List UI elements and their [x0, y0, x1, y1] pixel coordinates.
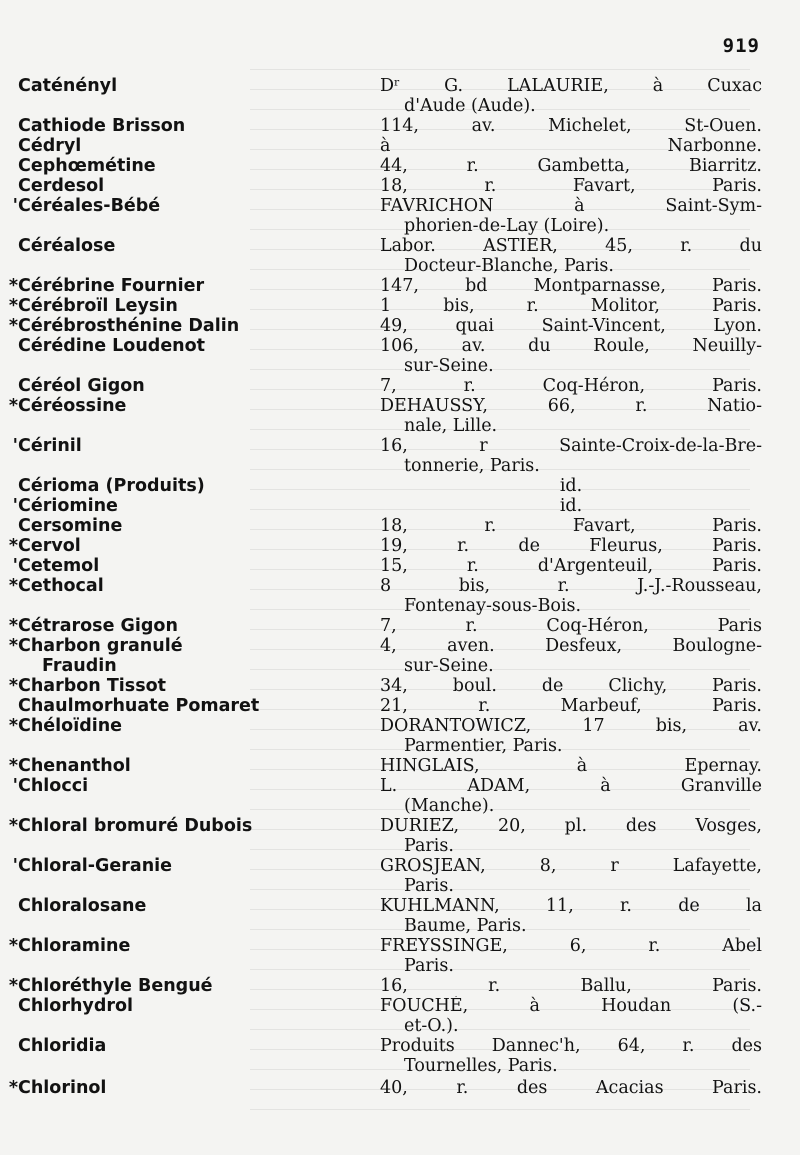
address-line-1: 7, r. Coq-Héron, Paris. [380, 376, 762, 396]
entry-name-text: Chloramine [18, 936, 131, 956]
address-line-1: 49, quai Saint-Vincent, Lyon. [380, 316, 762, 336]
address-line-2: d'Aude (Aude). [404, 96, 536, 117]
entry-name [8, 776, 368, 796]
address-line-1: GROSJEAN, 8, r Lafayette, [380, 856, 762, 876]
entry-name-text: Cervol [18, 536, 81, 556]
entry-address [380, 76, 762, 116]
address-line-1: 106, av. du Roule, Neuilly- [380, 336, 762, 356]
entry-address [380, 176, 762, 196]
address-line-2: sur-Seine. [404, 656, 494, 677]
entry-name-text: Céréalose [18, 236, 116, 256]
entry-name [8, 1036, 368, 1056]
address-line-1: id. [559, 496, 583, 516]
address-line-1: Dʳ G. LALAURIE, à Cuxac [380, 76, 762, 96]
entry-name [8, 436, 368, 456]
entry-address [380, 156, 762, 176]
address-line-2: nale, Lille. [404, 416, 498, 437]
entry-address [380, 276, 762, 296]
entry-name-text: Charbon granulé [18, 636, 183, 656]
address-line-1: 114, av. Michelet, St-Ouen. [380, 116, 762, 136]
entry-address [380, 136, 762, 156]
entry-name-text: Cérébrosthénine Dalin [18, 316, 240, 336]
entry-address [380, 516, 762, 536]
entry-address [380, 936, 762, 976]
entry-name-text: Céréol Gigon [18, 376, 145, 396]
entry-mark: * [8, 716, 18, 736]
entry-name [8, 576, 368, 596]
address-line-1: 18, r. Favart, Paris. [380, 516, 762, 536]
entry-name [8, 376, 368, 396]
entry-address [380, 536, 762, 556]
address-line-1: 19, r. de Fleurus, Paris. [380, 536, 762, 556]
entry-name-text: Cérinil [18, 436, 82, 456]
entry-address [380, 996, 762, 1036]
entry-name [8, 156, 368, 176]
entry-name [8, 936, 368, 956]
entry-name [8, 756, 368, 776]
address-line-1: FOUCHÉ, à Houdan (S.- [380, 996, 762, 1016]
entry-address [380, 896, 762, 936]
entry-mark: * [8, 936, 18, 956]
address-line-1: FAVRICHON à Saint-Sym- [380, 196, 762, 216]
address-line-1: 1 bis, r. Molitor, Paris. [380, 296, 762, 316]
entry-mark: ' [12, 496, 18, 516]
entry-address [380, 396, 762, 436]
entry-name-text: Chloridia [18, 1036, 107, 1056]
entry-name-text: Cerdesol [18, 176, 105, 196]
entry-mark: * [8, 296, 18, 316]
entry-name-text: Cédryl [18, 136, 82, 156]
entry-mark: * [8, 636, 18, 656]
entry-name-text: Cérédine Loudenot [18, 336, 206, 356]
entry-address [380, 556, 762, 576]
address-line-1: 16, r Sainte-Croix-de-la-Bre- [380, 436, 762, 456]
address-line-1: 4, aven. Desfeux, Boulogne- [380, 636, 762, 656]
entry-name [8, 76, 368, 96]
entry-name [8, 176, 368, 196]
entry-name [8, 816, 368, 836]
address-line-2: Tournelles, Paris. [404, 1056, 558, 1077]
entry-name [8, 696, 368, 716]
entry-name-text: Cathiode Brisson [18, 116, 186, 136]
entry-name [8, 136, 368, 156]
entry-name [8, 536, 368, 556]
entry-mark: * [8, 1078, 18, 1098]
entry-name [8, 296, 368, 316]
entry-name-continuation: Fraudin [42, 656, 117, 677]
entry-mark: ' [12, 776, 18, 796]
entry-address [380, 676, 762, 696]
entry-address [380, 336, 762, 376]
address-line-1: 44, r. Gambetta, Biarritz. [380, 156, 762, 176]
entry-name [8, 896, 368, 916]
address-line-1: DEHAUSSY, 66, r. Natio- [380, 396, 762, 416]
address-line-2: Paris. [404, 876, 454, 897]
entry-name [8, 316, 368, 336]
address-line-1: 40, r. des Acacias Paris. [380, 1078, 762, 1098]
entry-address [380, 436, 762, 476]
entry-address [380, 776, 762, 816]
entry-name-text: Chlorhydrol [18, 996, 133, 1016]
entry-address [380, 636, 762, 676]
entry-name [8, 516, 368, 536]
entry-address [380, 196, 762, 236]
entry-address [380, 976, 762, 996]
entry-address [380, 616, 762, 636]
address-line-1: KUHLMANN, 11, r. de la [380, 896, 762, 916]
entry-address [380, 576, 762, 616]
entry-address [380, 476, 762, 496]
entry-mark: ' [12, 856, 18, 876]
entry-mark: * [8, 756, 18, 776]
address-line-1: 16, r. Ballu, Paris. [380, 976, 762, 996]
address-line-2: Fontenay-sous-Bois. [404, 596, 582, 617]
address-line-2: Docteur-Blanche, Paris. [404, 256, 614, 277]
entry-name-text: Chlorinol [18, 1078, 107, 1098]
entry-mark: * [8, 976, 18, 996]
entry-name [8, 476, 368, 496]
entry-name [8, 676, 368, 696]
entry-address [380, 236, 762, 276]
address-line-1: 21, r. Marbeuf, Paris. [380, 696, 762, 716]
entry-name [8, 616, 368, 636]
entry-address [380, 856, 762, 896]
address-line-1: 7, r. Coq-Héron, Paris [380, 616, 762, 636]
entry-mark: * [8, 316, 18, 336]
entry-name-text: Cériomine [18, 496, 118, 516]
address-line-1: 8 bis, r. J.-J.-Rousseau, [380, 576, 762, 596]
address-line-2: phorien-de-Lay (Loire). [404, 216, 610, 237]
address-line-1: Labor. ASTIER, 45, r. du [380, 236, 762, 256]
address-line-2: Baume, Paris. [404, 916, 527, 937]
entry-name [8, 996, 368, 1016]
entry-name [8, 636, 368, 676]
address-line-1: 15, r. d'Argenteuil, Paris. [380, 556, 762, 576]
address-line-1: id. [559, 476, 583, 496]
entry-name [8, 236, 368, 256]
entry-address [380, 496, 762, 516]
address-line-1: DURIEZ, 20, pl. des Vosges, [380, 816, 762, 836]
entry-name [8, 396, 368, 416]
entry-name [8, 556, 368, 576]
entry-name-text: Chaulmorhuate Pomaret [18, 696, 260, 716]
address-line-1: DORANTOWICZ, 17 bis, av. [380, 716, 762, 736]
entry-name-text: Céréales-Bébé [18, 196, 161, 216]
entry-address [380, 296, 762, 316]
address-line-2: Parmentier, Paris. [404, 736, 563, 757]
entry-name-text: Charbon Tissot [18, 676, 166, 696]
entry-mark: ' [12, 556, 18, 576]
address-line-1: 18, r. Favart, Paris. [380, 176, 762, 196]
entry-mark: * [8, 616, 18, 636]
entry-name [8, 716, 368, 736]
entry-name [8, 116, 368, 136]
address-line-2: sur-Seine. [404, 356, 494, 377]
entry-address [380, 376, 762, 396]
entry-name-text: Cétrarose Gigon [18, 616, 178, 636]
address-line-2: tonnerie, Paris. [404, 456, 540, 477]
entry-mark: * [8, 396, 18, 416]
address-line-2: Paris. [404, 956, 454, 977]
entry-name-text: Chloralosane [18, 896, 147, 916]
entry-address [380, 696, 762, 716]
entry-name-text: Chlocci [18, 776, 89, 796]
entry-mark: ' [12, 436, 18, 456]
entry-name-text: Cephœmétine [18, 156, 156, 176]
entry-name [8, 856, 368, 876]
entry-mark: * [8, 576, 18, 596]
entry-name [8, 976, 368, 996]
address-line-1: Produits Dannec'h, 64, r. des [380, 1036, 762, 1056]
entry-name [8, 336, 368, 356]
entry-name-text: Chenanthol [18, 756, 131, 776]
entry-name-text: Cethocal [18, 576, 104, 596]
address-line-2: (Manche). [404, 796, 495, 817]
address-line-1: 34, boul. de Clichy, Paris. [380, 676, 762, 696]
entry-name-text: Cetemol [18, 556, 100, 576]
address-line-1: HINGLAIS, à Epernay. [380, 756, 762, 776]
entry-mark: * [8, 816, 18, 836]
address-line-1: 147, bd Montparnasse, Paris. [380, 276, 762, 296]
entry-name [8, 496, 368, 516]
entry-name-text: Chloral-Geranie [18, 856, 173, 876]
entry-address [380, 1078, 762, 1098]
entry-name-text: Cersomine [18, 516, 123, 536]
entry-name-text: Chloréthyle Bengué [18, 976, 213, 996]
entry-address [380, 1036, 762, 1076]
entry-address [380, 716, 762, 756]
entry-name-text: Cérébrine Fournier [18, 276, 205, 296]
entry-name [8, 276, 368, 296]
entry-address [380, 316, 762, 336]
entry-name [8, 196, 368, 216]
address-line-2: Paris. [404, 836, 454, 857]
entry-address [380, 756, 762, 776]
entry-name-text: Chéloïdine [18, 716, 123, 736]
address-line-1: L. ADAM, à Granville [380, 776, 762, 796]
entry-address [380, 116, 762, 136]
entry-address [380, 816, 762, 856]
entry-mark: * [8, 676, 18, 696]
page-number: 919 [722, 35, 760, 57]
entry-name-text: Céréossine [18, 396, 127, 416]
entry-mark: ' [12, 196, 18, 216]
entry-name-text: Cérébroïl Leysin [18, 296, 178, 316]
entry-name [8, 1078, 368, 1098]
entry-name-text: Chloral bromuré Dubois [18, 816, 253, 836]
entry-mark: * [8, 536, 18, 556]
entry-name-text: Caténényl [18, 76, 118, 96]
entry-name-text: Cérioma (Produits) [18, 476, 205, 496]
address-line-1: à Narbonne. [380, 136, 762, 156]
address-line-1: FREYSSINGE, 6, r. Abel [380, 936, 762, 956]
address-line-2: et-O.). [404, 1016, 459, 1037]
entry-mark: * [8, 276, 18, 296]
